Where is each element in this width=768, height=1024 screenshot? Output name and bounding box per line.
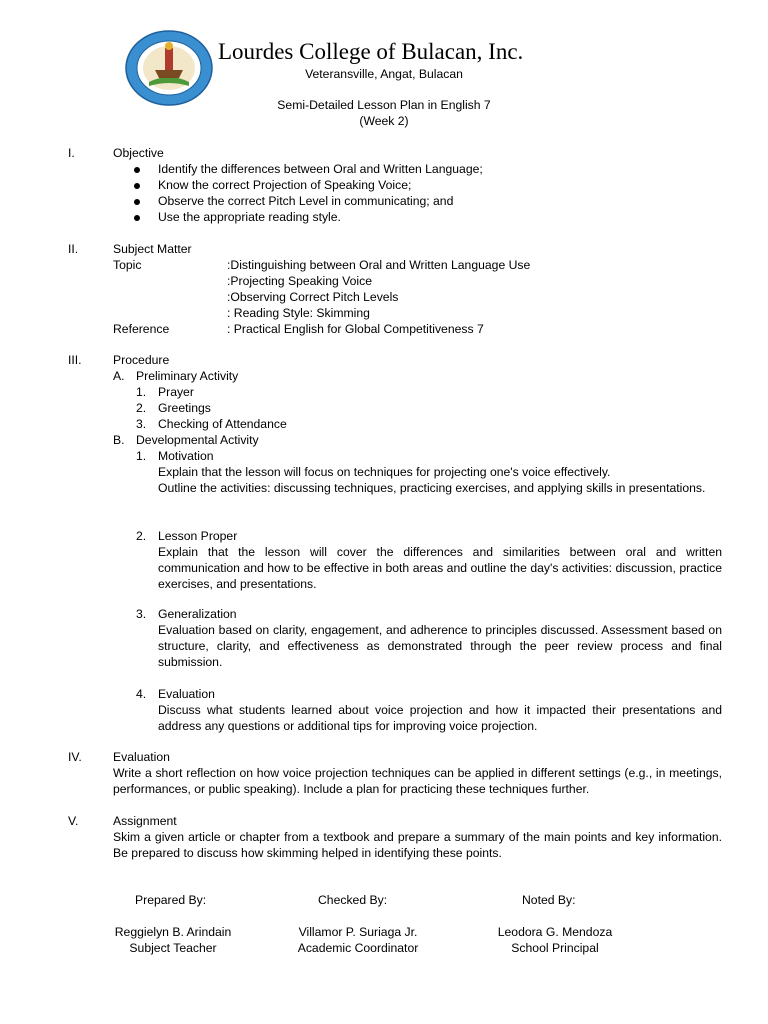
list-item: Checking of Attendance <box>158 417 287 431</box>
subsection-heading-developmental: Developmental Activity <box>136 433 259 447</box>
activity-title: Evaluation <box>158 687 215 701</box>
assignment-text: Skim a given article or chapter from a textbook and prepare a summary of the main points and key information. Be prepared to discuss how skimming helped in identifying these points. <box>113 830 722 860</box>
noted-by-role: School Principal <box>511 941 599 955</box>
activity-text: Discuss what students learned about voice projection and how it impacted their presentations and address any questions or additional tips for improving voice projection. <box>158 703 722 733</box>
section-numeral-objective: I. <box>68 146 75 160</box>
list-number: 3. <box>136 417 147 431</box>
topic-item: :Observing Correct Pitch Levels <box>227 290 399 304</box>
section-heading-procedure: Procedure <box>113 353 170 367</box>
section-numeral-procedure: III. <box>68 353 82 367</box>
plan-title: Semi-Detailed Lesson Plan in English 7 <box>277 98 491 112</box>
checked-by-label: Checked By: <box>318 893 388 907</box>
activity-text: Explain that the lesson will focus on techniques for projecting one's voice effectively. <box>158 465 611 479</box>
section-heading-subject-matter: Subject Matter <box>113 242 192 256</box>
section-numeral-subject-matter: II. <box>68 242 79 256</box>
reference-value: : Practical English for Global Competitiveness 7 <box>227 322 484 336</box>
prepared-by-label: Prepared By: <box>135 893 207 907</box>
list-number: 4. <box>136 687 147 701</box>
section-numeral-evaluation: IV. <box>68 750 82 764</box>
list-number: 3. <box>136 607 147 621</box>
section-numeral-assignment: V. <box>68 814 79 828</box>
section-heading-evaluation: Evaluation <box>113 750 170 764</box>
list-number: 2. <box>136 529 147 543</box>
activity-title: Lesson Proper <box>158 529 238 543</box>
objective-item: Use the appropriate reading style. <box>158 210 341 224</box>
activity-text: Outline the activities: discussing techniques, practicing exercises, and applying skills in presentations. <box>158 481 706 495</box>
activity-text: Explain that the lesson will cover the differences and similarities between oral and written communication and how to be effective in both areas and outline the day's activities: discussion, practice exercises, and presentations. <box>158 545 722 591</box>
objective-item: Know the correct Projection of Speaking Voice; <box>158 178 412 192</box>
objective-item: Identify the differences between Oral and Written Language; <box>158 162 483 176</box>
prepared-by-name: Reggielyn B. Arindain <box>114 925 232 939</box>
objective-item: Observe the correct Pitch Level in communicating; and <box>158 194 454 208</box>
bullet-icon <box>134 167 140 173</box>
topic-item: :Distinguishing between Oral and Written Language Use <box>227 258 531 272</box>
noted-by-label: Noted By: <box>522 893 576 907</box>
topic-item: :Projecting Speaking Voice <box>227 274 372 288</box>
section-heading-assignment: Assignment <box>113 814 177 828</box>
school-name: Lourdes College of Bulacan, Inc. <box>218 39 524 64</box>
prepared-by-role: Subject Teacher <box>129 941 217 955</box>
list-number: 2. <box>136 401 147 415</box>
topic-label: Topic <box>113 258 142 272</box>
section-heading-objective: Objective <box>113 146 164 160</box>
subsection-heading-preliminary: Preliminary Activity <box>136 369 239 383</box>
plan-week: (Week 2) <box>359 114 409 128</box>
noted-by-name: Leodora G. Mendoza <box>497 925 613 939</box>
activity-title: Motivation <box>158 449 214 463</box>
bullet-icon <box>134 183 140 189</box>
checked-by-role: Academic Coordinator <box>297 941 419 955</box>
activity-text: Evaluation based on clarity, engagement, and adherence to principles discussed. Assessment based on structure, clarity, and effectiveness as demonstrated through the peer review process and final submission. <box>158 623 722 669</box>
evaluation-text: Write a short reflection on how voice projection techniques can be applied in different settings (e.g., in meetings, performances, or public speaking). Include a plan for practicing these techniques further. <box>113 766 722 796</box>
activity-title: Generalization <box>158 607 237 621</box>
list-item: Greetings <box>158 401 211 415</box>
topic-item: : Reading Style: Skimming <box>227 306 370 320</box>
list-number: 1. <box>136 385 147 399</box>
reference-label: Reference <box>113 322 170 336</box>
bullet-icon <box>134 215 140 221</box>
bullet-icon <box>134 199 140 205</box>
subsection-letter: B. <box>113 433 125 447</box>
school-address: Veteransville, Angat, Bulacan <box>305 67 463 81</box>
list-item: Prayer <box>158 385 194 399</box>
checked-by-name: Villamor P. Suriaga Jr. <box>298 925 418 939</box>
subsection-letter: A. <box>113 369 125 383</box>
list-number: 1. <box>136 449 147 463</box>
